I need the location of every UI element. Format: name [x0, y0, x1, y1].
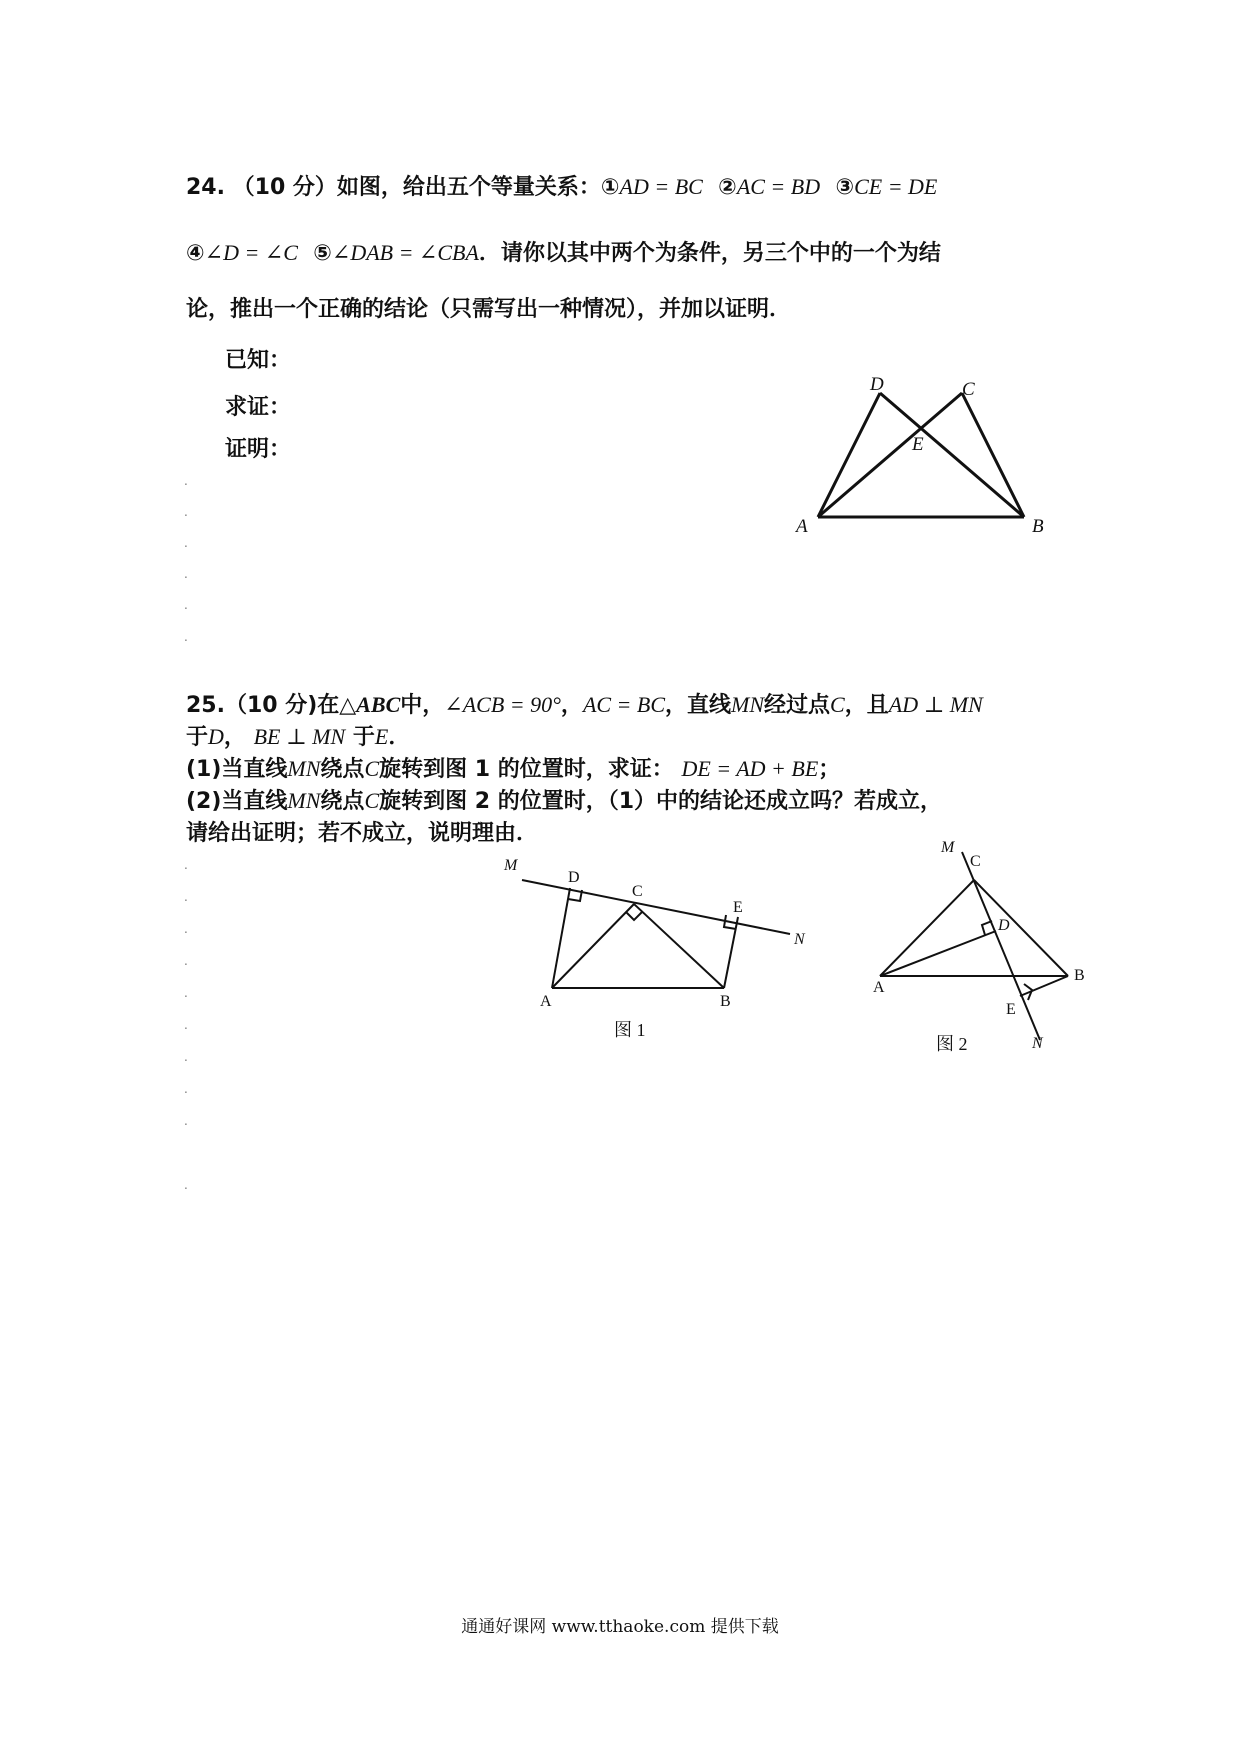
q25-p2-a: (2)当直线: [186, 789, 288, 814]
fig1-label-E: E: [733, 899, 743, 916]
q25-part2-line2: 请给出证明；若不成立，说明理由．: [186, 821, 539, 846]
fig2-label-D: D: [998, 917, 1010, 934]
q25-p2-b: 绕点: [320, 789, 365, 814]
segment-CB: [974, 880, 1068, 976]
fig2-label-M: M: [941, 839, 955, 856]
segment-AC: [880, 880, 974, 976]
q24-proof-label: 证明：: [225, 437, 292, 462]
margin-dot: .: [184, 1050, 188, 1064]
q25-p1-e: ；: [818, 757, 841, 782]
margin-dot: .: [184, 954, 188, 968]
q25-p1-eq: DE = AD + BE: [681, 756, 819, 781]
q24-known-label: 已知：: [225, 348, 292, 373]
margin-dot: .: [184, 474, 188, 488]
fig1-label-D: D: [568, 869, 580, 886]
fig2-label-C: C: [970, 853, 981, 870]
margin-dot: .: [184, 536, 188, 550]
q24-line3: 论，推出一个正确的结论（只需写出一种情况），并加以证明．: [186, 297, 792, 322]
margin-dot: .: [184, 890, 188, 904]
fig2-label-N: N: [1032, 1035, 1043, 1052]
q25-line1-c: ，: [560, 693, 583, 718]
margin-dot: .: [184, 1082, 188, 1096]
margin-dot: .: [184, 1018, 188, 1032]
q25-line1-b: 中，: [400, 693, 445, 718]
fig2-caption: 图 2: [936, 1034, 968, 1054]
q24-label-C: C: [962, 379, 975, 400]
fig1-label-M: M: [504, 857, 518, 874]
q25-p1-d: 旋转到图 1 的位置时，求证：: [379, 757, 674, 782]
q24-circled-2: ②: [718, 175, 737, 200]
q24-label-A: A: [796, 516, 808, 537]
q24-circled-4: ④: [186, 241, 205, 266]
segment-AD: [880, 931, 996, 976]
margin-dot: .: [184, 1178, 188, 1192]
q25-line2-c: 于: [352, 725, 375, 750]
footer-text: 通通好课网 www.tthaoke.com 提供下载: [461, 1617, 779, 1637]
q24-circled-5: ⑤: [313, 241, 332, 266]
fig1-label-C: C: [632, 883, 643, 900]
q24-label-E: E: [912, 434, 924, 455]
q25-p1-c: C: [364, 756, 380, 781]
margin-dot: .: [184, 567, 188, 581]
q25-point-d: D: [208, 724, 224, 749]
q25-line1-f: ，且: [844, 693, 889, 718]
fig2-label-A: A: [873, 979, 885, 996]
q25-line2-a: 于: [186, 725, 209, 750]
q25-line1-d: ，直线: [665, 693, 732, 718]
margin-dot: .: [184, 598, 188, 612]
margin-dot: .: [184, 986, 188, 1000]
q25-equality: AC = BC: [582, 692, 666, 717]
q24-relation-1: AD = BC: [619, 174, 703, 199]
q24-line2-tail: ．请你以其中两个为条件，另三个中的一个为结: [478, 241, 941, 266]
margin-dot: .: [184, 505, 188, 519]
fig2-label-B: B: [1074, 967, 1085, 984]
q24-label-D: D: [870, 374, 884, 395]
q25-line2-d: ．: [388, 725, 411, 750]
q25-p1-mn: MN: [287, 756, 321, 781]
q25-p1-a: (1)当直线: [186, 757, 288, 782]
fig1-label-B: B: [720, 993, 731, 1010]
q25-point-e: E: [374, 724, 389, 749]
margin-dot: .: [184, 922, 188, 936]
q25-p1-b: 绕点: [320, 757, 365, 782]
q25-perp-2: BE ⊥ MN: [253, 724, 346, 749]
q25-p2-mn: MN: [287, 788, 321, 813]
q25-line1-e: 经过点: [764, 693, 831, 718]
q24-intro: 24. （10 分）如图，给出五个等量关系：①: [186, 175, 620, 200]
q24-relation-2: AC = BD: [736, 174, 821, 199]
fig2-label-E: E: [1006, 1001, 1016, 1018]
margin-dot: .: [184, 630, 188, 644]
q24-relation-4: ∠D = ∠C: [204, 240, 298, 265]
q25-point-c: C: [830, 692, 845, 717]
q25-p2-d: 旋转到图 2 的位置时，（1）中的结论还成立吗？若成立，: [379, 789, 943, 814]
fig1-label-A: A: [540, 993, 552, 1010]
q24-label-B: B: [1032, 516, 1044, 537]
margin-dot: .: [184, 858, 188, 872]
q24-relation-5: ∠DAB = ∠CBA: [331, 240, 479, 265]
q25-line2-b: ，: [223, 725, 246, 750]
q25-perp-1: AD ⊥ MN: [888, 692, 983, 717]
margin-dot: .: [184, 1114, 188, 1128]
fig1-label-N: N: [794, 931, 805, 948]
q25-triangle: ABC: [356, 692, 401, 717]
q24-relation-3: CE = DE: [854, 174, 938, 199]
q24-circled-3: ③: [835, 175, 855, 200]
q25-p2-c: C: [364, 788, 380, 813]
q24-prove-label: 求证：: [225, 395, 292, 420]
q25-mn: MN: [731, 692, 765, 717]
q25-angle: ∠ACB = 90°: [444, 692, 561, 717]
q25-line1-a: 25.（10 分)在△: [186, 693, 357, 718]
fig1-caption: 图 1: [614, 1020, 646, 1040]
